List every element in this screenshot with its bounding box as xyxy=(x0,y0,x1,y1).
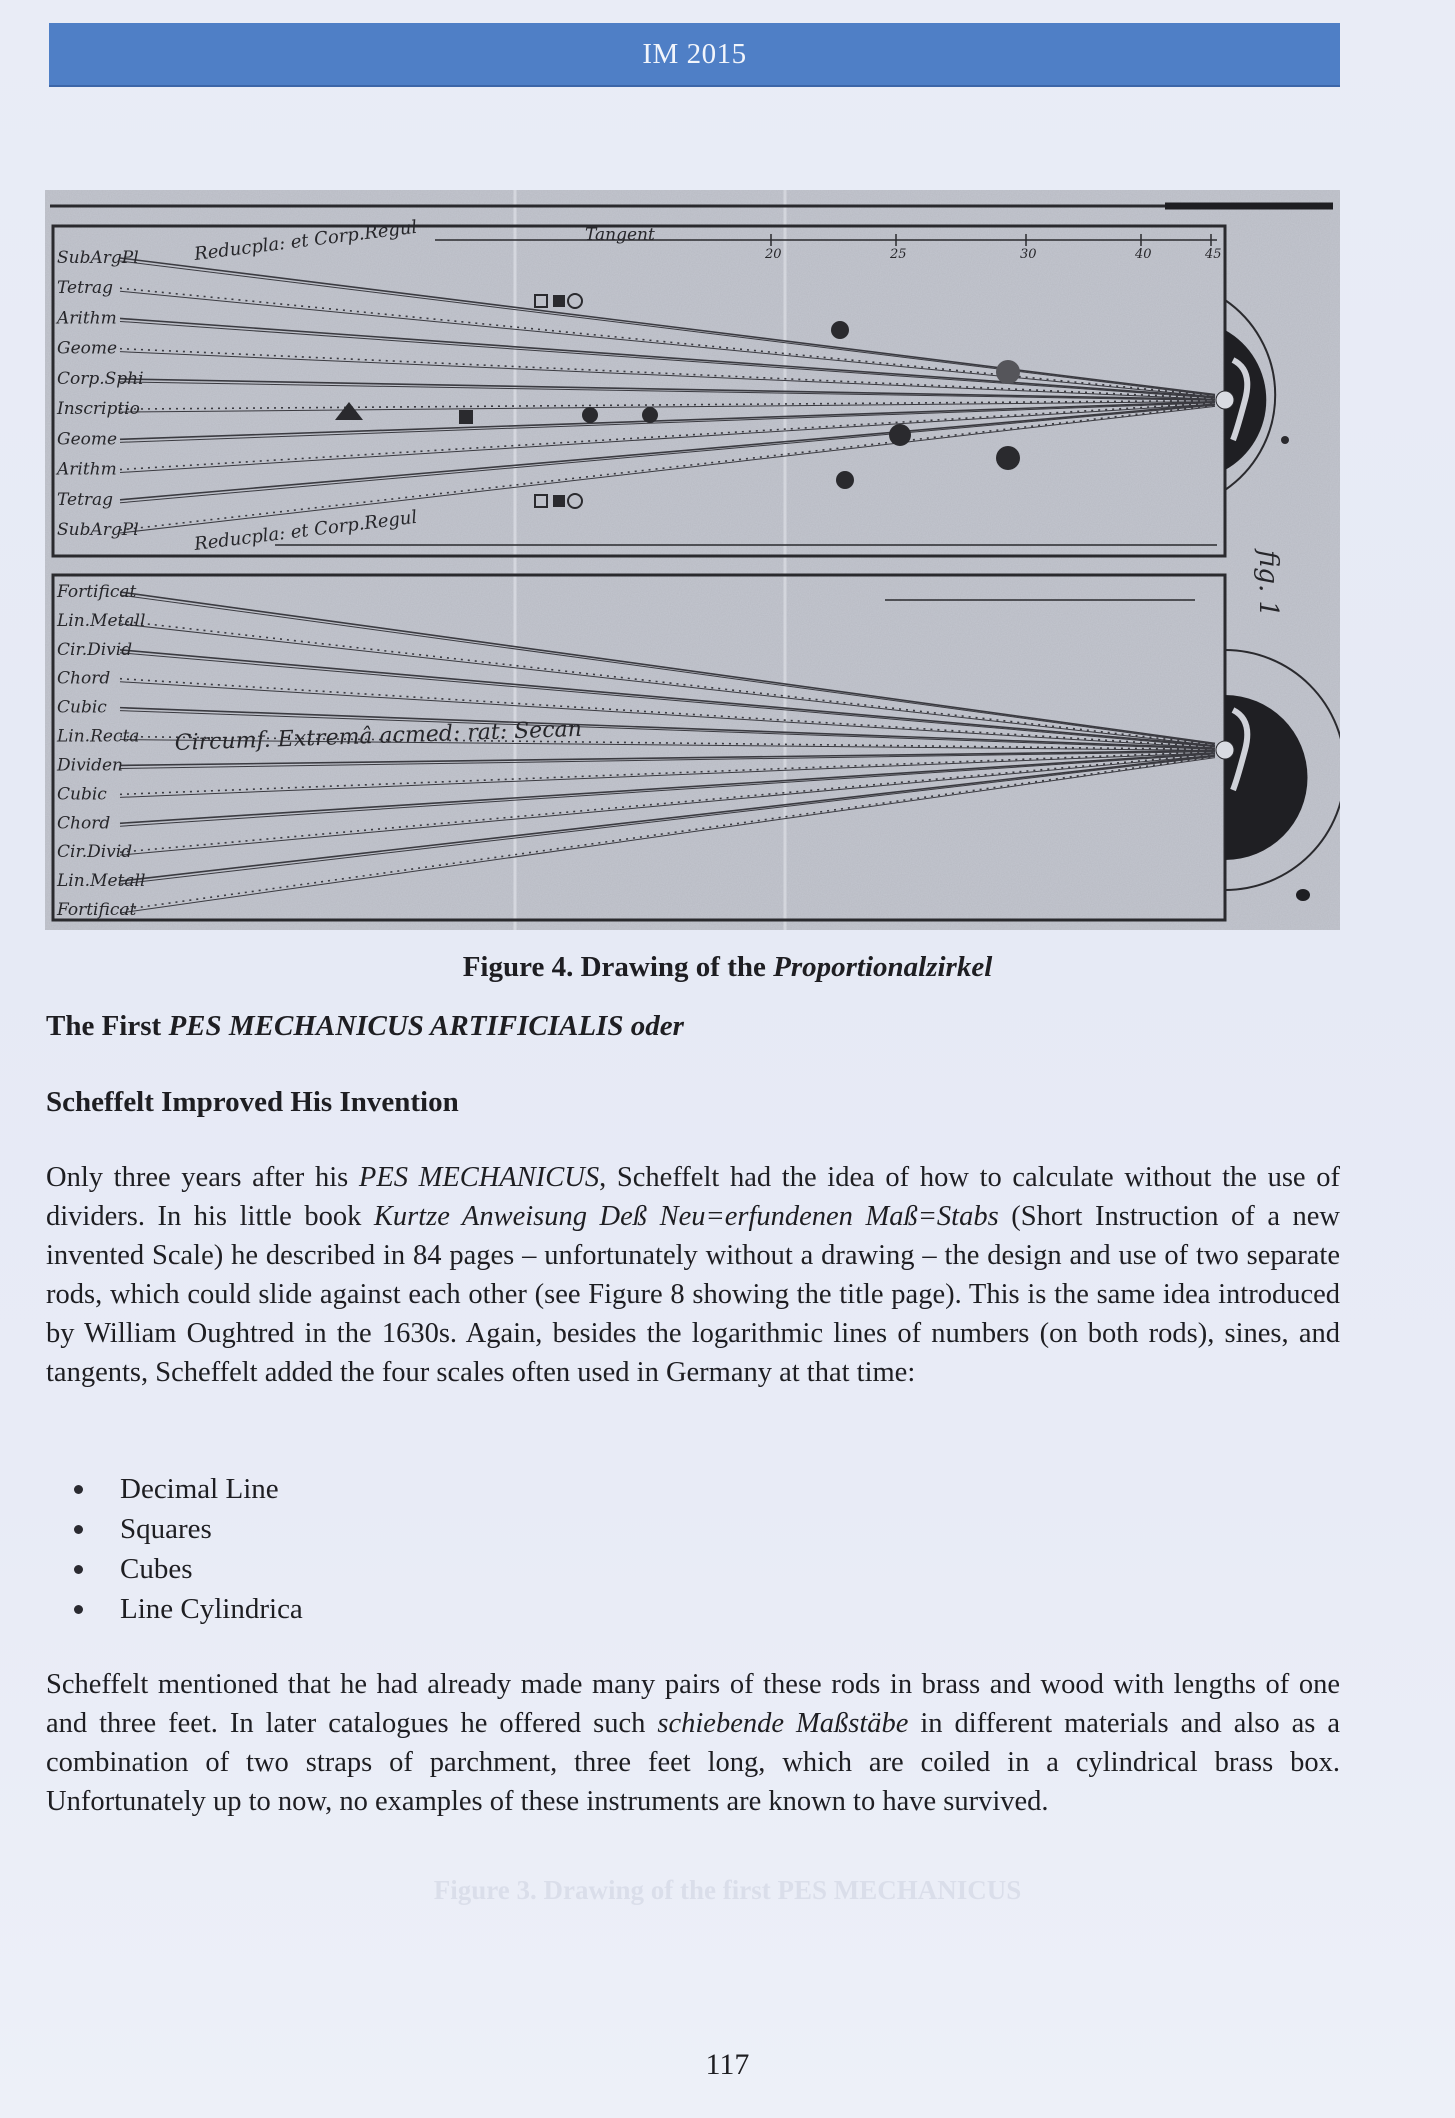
list-item xyxy=(46,1509,303,1549)
list-item-text: Line Cylindrica xyxy=(120,1593,303,1625)
scale-label: Chord xyxy=(57,813,111,834)
tangent-tick-label: 45 xyxy=(1205,247,1222,262)
heading-1-text: The First xyxy=(46,1010,169,1042)
scale-label: Geome xyxy=(57,429,118,450)
list-item xyxy=(46,1469,303,1509)
body-paragraph-1 xyxy=(46,1158,1340,1392)
running-header xyxy=(49,23,1340,87)
scale-label: SubArgPl xyxy=(57,520,139,540)
list-item-text: Squares xyxy=(120,1513,212,1545)
upper-title-top: Reducpla: et Corp.Regul xyxy=(193,216,419,265)
bullet-icon xyxy=(74,1605,83,1614)
page-number: 117 xyxy=(705,2048,750,2081)
tangent-label: Tangent xyxy=(585,225,655,245)
list-item-text: Decimal Line xyxy=(120,1473,279,1505)
scale-label: Cir.Divid xyxy=(57,842,133,863)
scale-label: Fortificat xyxy=(57,900,137,920)
heading-1-italic: PES MECHANICUS ARTIFICIALIS oder xyxy=(168,1010,684,1042)
scale-label: Chord xyxy=(57,668,111,689)
scale-label: Dividen xyxy=(57,755,123,776)
scale-label: Cubic xyxy=(57,784,107,805)
scale-label: Lin.Metall xyxy=(57,871,146,892)
text-run: in different materials and also as a combination of two straps of parchment, three feet long, which are coiled in a cylindrical brass box. Unfortunately up to now, no examples of these instruments are known to have survived. xyxy=(46,1708,1340,1817)
scale-label: Inscriptio xyxy=(57,399,140,420)
lower-title: Circumf. Extremâ acmed: rat: Secan xyxy=(174,716,583,756)
text-run: , Scheffelt had the idea of how to calculate without the use of dividers. In his little book xyxy=(46,1162,1340,1232)
fig-label: fig. 1 xyxy=(1253,550,1283,618)
figure-caption-italic: Proportionalzirkel xyxy=(773,951,993,983)
section-heading-improved-invention: Scheffelt Improved His Invention xyxy=(46,1086,459,1118)
text-run: (Short Instruction of a new invented Scale) he described in 84 pages – unfortunately without a drawing – the design and use of two separate rods, which could slide against each other (see Figure 8 showing the title page). This is the same idea introduced by William Oughtred in the 1630s. Again, besides the logarithmic lines of numbers (on both rods), sines, and tangents, Scheffelt added the four scales often used in Germany at that time: xyxy=(46,1201,1340,1388)
scale-label: SubArgPl xyxy=(57,248,139,268)
list-item xyxy=(46,1549,303,1589)
italic-run: schiebende Maßstäbe xyxy=(657,1708,909,1739)
list-item-text: Cubes xyxy=(120,1553,193,1585)
upper-title-bottom: Reducpla: et Corp.Regul xyxy=(193,506,419,555)
scale-label: Tetrag xyxy=(57,278,114,299)
scale-label: Geome xyxy=(57,338,118,359)
text-run: Scheffelt mentioned that he had already made many pairs of these rods in brass and wood with lengths of one and three feet. In later catalogues he offered such xyxy=(46,1669,1340,1739)
scale-label: Tetrag xyxy=(57,489,114,510)
engraving-image xyxy=(45,190,1340,930)
bleed-through-text: Figure 3. Drawing of the first PES MECHANICUS xyxy=(433,1875,1022,1905)
figure-caption xyxy=(0,951,1455,984)
italic-run: PES MECHANICUS xyxy=(358,1162,600,1193)
running-header-title: IM 2015 xyxy=(642,37,747,70)
tangent-tick-label: 20 xyxy=(765,247,782,262)
scale-list xyxy=(46,1469,303,1629)
scale-label: Cir.Divid xyxy=(57,639,133,660)
scale-label: Lin.Metall xyxy=(57,610,146,631)
bullet-icon xyxy=(74,1565,83,1574)
bullet-icon xyxy=(74,1525,83,1534)
section-heading-pes-mechanicus xyxy=(46,1010,684,1043)
body-paragraph-2 xyxy=(46,1665,1340,1821)
text-run: Only three years after his xyxy=(46,1162,359,1193)
scale-label: Cubic xyxy=(57,697,107,718)
italic-run: Kurtze Anweisung Deß Neu=erfundenen Maß=Stabs xyxy=(373,1201,999,1232)
scale-label: Corp.Sphi xyxy=(57,368,144,389)
list-item xyxy=(46,1589,303,1629)
bullet-icon xyxy=(74,1485,83,1494)
scale-label: Arithm xyxy=(57,308,117,329)
tangent-tick-label: 30 xyxy=(1020,247,1037,262)
scale-label: Arithm xyxy=(57,459,117,480)
figure-proportionalzirkel-drawing xyxy=(45,190,1340,930)
tangent-tick-label: 40 xyxy=(1135,247,1152,262)
scale-label: Fortificat xyxy=(57,582,137,602)
tangent-tick-label: 25 xyxy=(890,247,907,262)
scale-label: Lin.Recta xyxy=(57,726,140,747)
figure-caption-text: Figure 4. Drawing of the xyxy=(462,951,774,983)
